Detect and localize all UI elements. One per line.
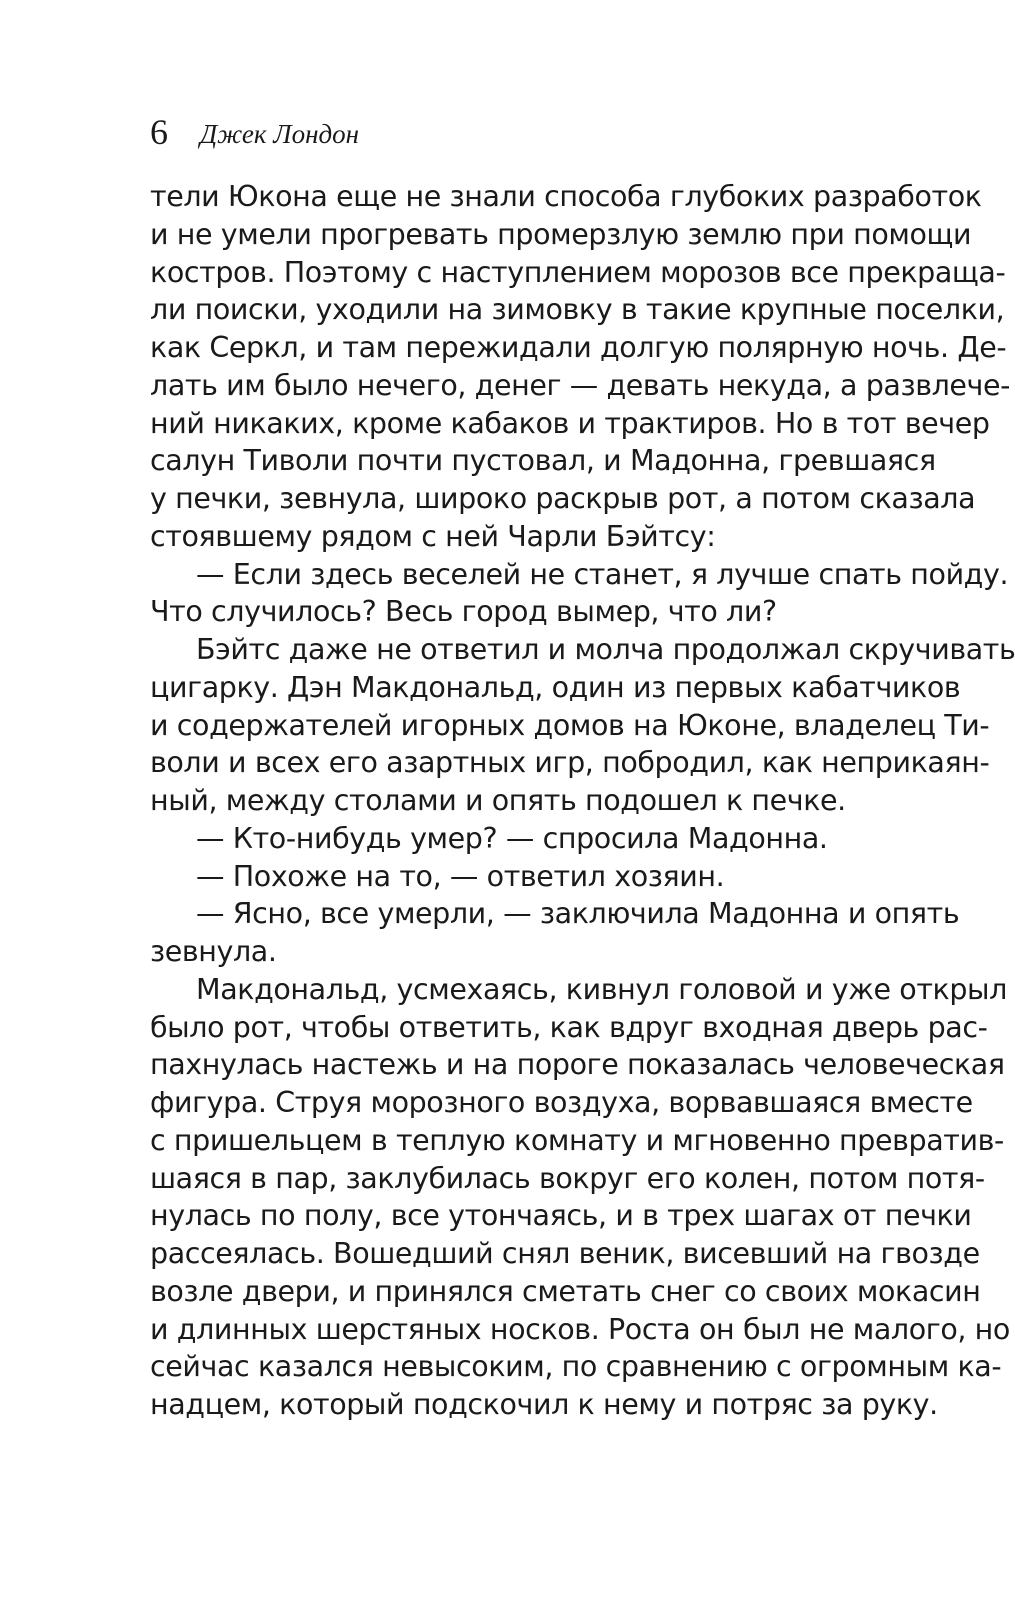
text-line: и не умели прогревать промерзлую землю при помощи [150,217,972,251]
text-line: воли и всех его азартных игр, побродил, как неприкаян- [150,746,990,780]
text-line: ний никаких, кроме кабаков и трактиров. Но в тот вечер [150,406,990,440]
text-line: шаяся в пар, заклубилась вокруг его колен, потом потя- [150,1161,985,1195]
text-line: нулась по полу, все утончаясь, и в трех шагах от печки [150,1199,972,1233]
text-line: Бэйтс даже не ответил и молча продолжал скручивать [196,633,1015,666]
text-line: ли поиски, уходили на зимовку в такие крупные поселки, [150,293,1005,327]
text-line: стоявшему рядом с ней Чарли Бэйтсу: [150,519,716,553]
text-line: — Кто-нибудь умер? — спросила Мадонна. [196,821,828,855]
text-line: тели Юкона еще не знали способа глубоких разработок [150,180,982,213]
page-header [150,110,870,160]
text-line: и длинных шерстяных носков. Роста он был не малого, но [150,1312,1010,1346]
text-line: — Если здесь веселей не станет, я лучше спать пойду. [196,557,1009,591]
text-line: — Ясно, все умерли, — заключила Мадонна и опять [196,897,960,931]
running-title: Джек Лондон [200,119,360,149]
text-line: как Серкл, и там пережидали долгую полярную ночь. Де- [150,331,1007,364]
text-line: с пришельцем в теплую комнату и мгновенно превратив- [150,1123,1004,1157]
text-line: лать им было нечего, денег — девать некуда, а развлече- [150,368,1011,402]
text-line: фигура. Струя морозного воздуха, ворвавшаяся вместе [150,1086,973,1119]
text-line: надцем, который подскочил к нему и потряс за руку. [150,1388,938,1421]
text-line: пахнулась настежь и на пороге показалась человеческая [150,1048,1005,1082]
text-line: Макдональд, усмехаясь, кивнул головой и уже открыл [196,972,1007,1006]
text-line: у печки, зевнула, широко раскрыв рот, а потом сказала [150,482,976,515]
text-line: ный, между столами и опять подошел к печке. [150,784,846,817]
page-number: 6 [150,112,168,152]
text-line: — Похоже на то, — ответил хозяин. [196,859,725,893]
text-line: салун Тиволи почти пустовал, и Мадонна, гревшаяся [150,444,936,478]
text-line: было рот, чтобы ответить, как вдруг входная дверь рас- [150,1010,988,1044]
text-line: и содержателей игорных домов на Юконе, владелец Ти- [150,708,990,742]
text-line: Что случилось? Весь город вымер, что ли? [150,595,777,629]
text-line: костров. Поэтому с наступлением морозов все прекраща- [150,255,1006,289]
text-line: возле двери, и принялся сметать снег со своих мокасин [150,1274,981,1308]
body-text [150,178,1015,1424]
text-line: рассеялась. Вошедший снял веник, висевший на гвозде [150,1237,980,1270]
text-line: цигарку. Дэн Макдональд, один из первых кабатчиков [150,670,961,704]
text-line: зевнула. [150,935,277,968]
text-line: сейчас казался невысоким, по сравнению с огромным ка- [150,1350,1002,1384]
